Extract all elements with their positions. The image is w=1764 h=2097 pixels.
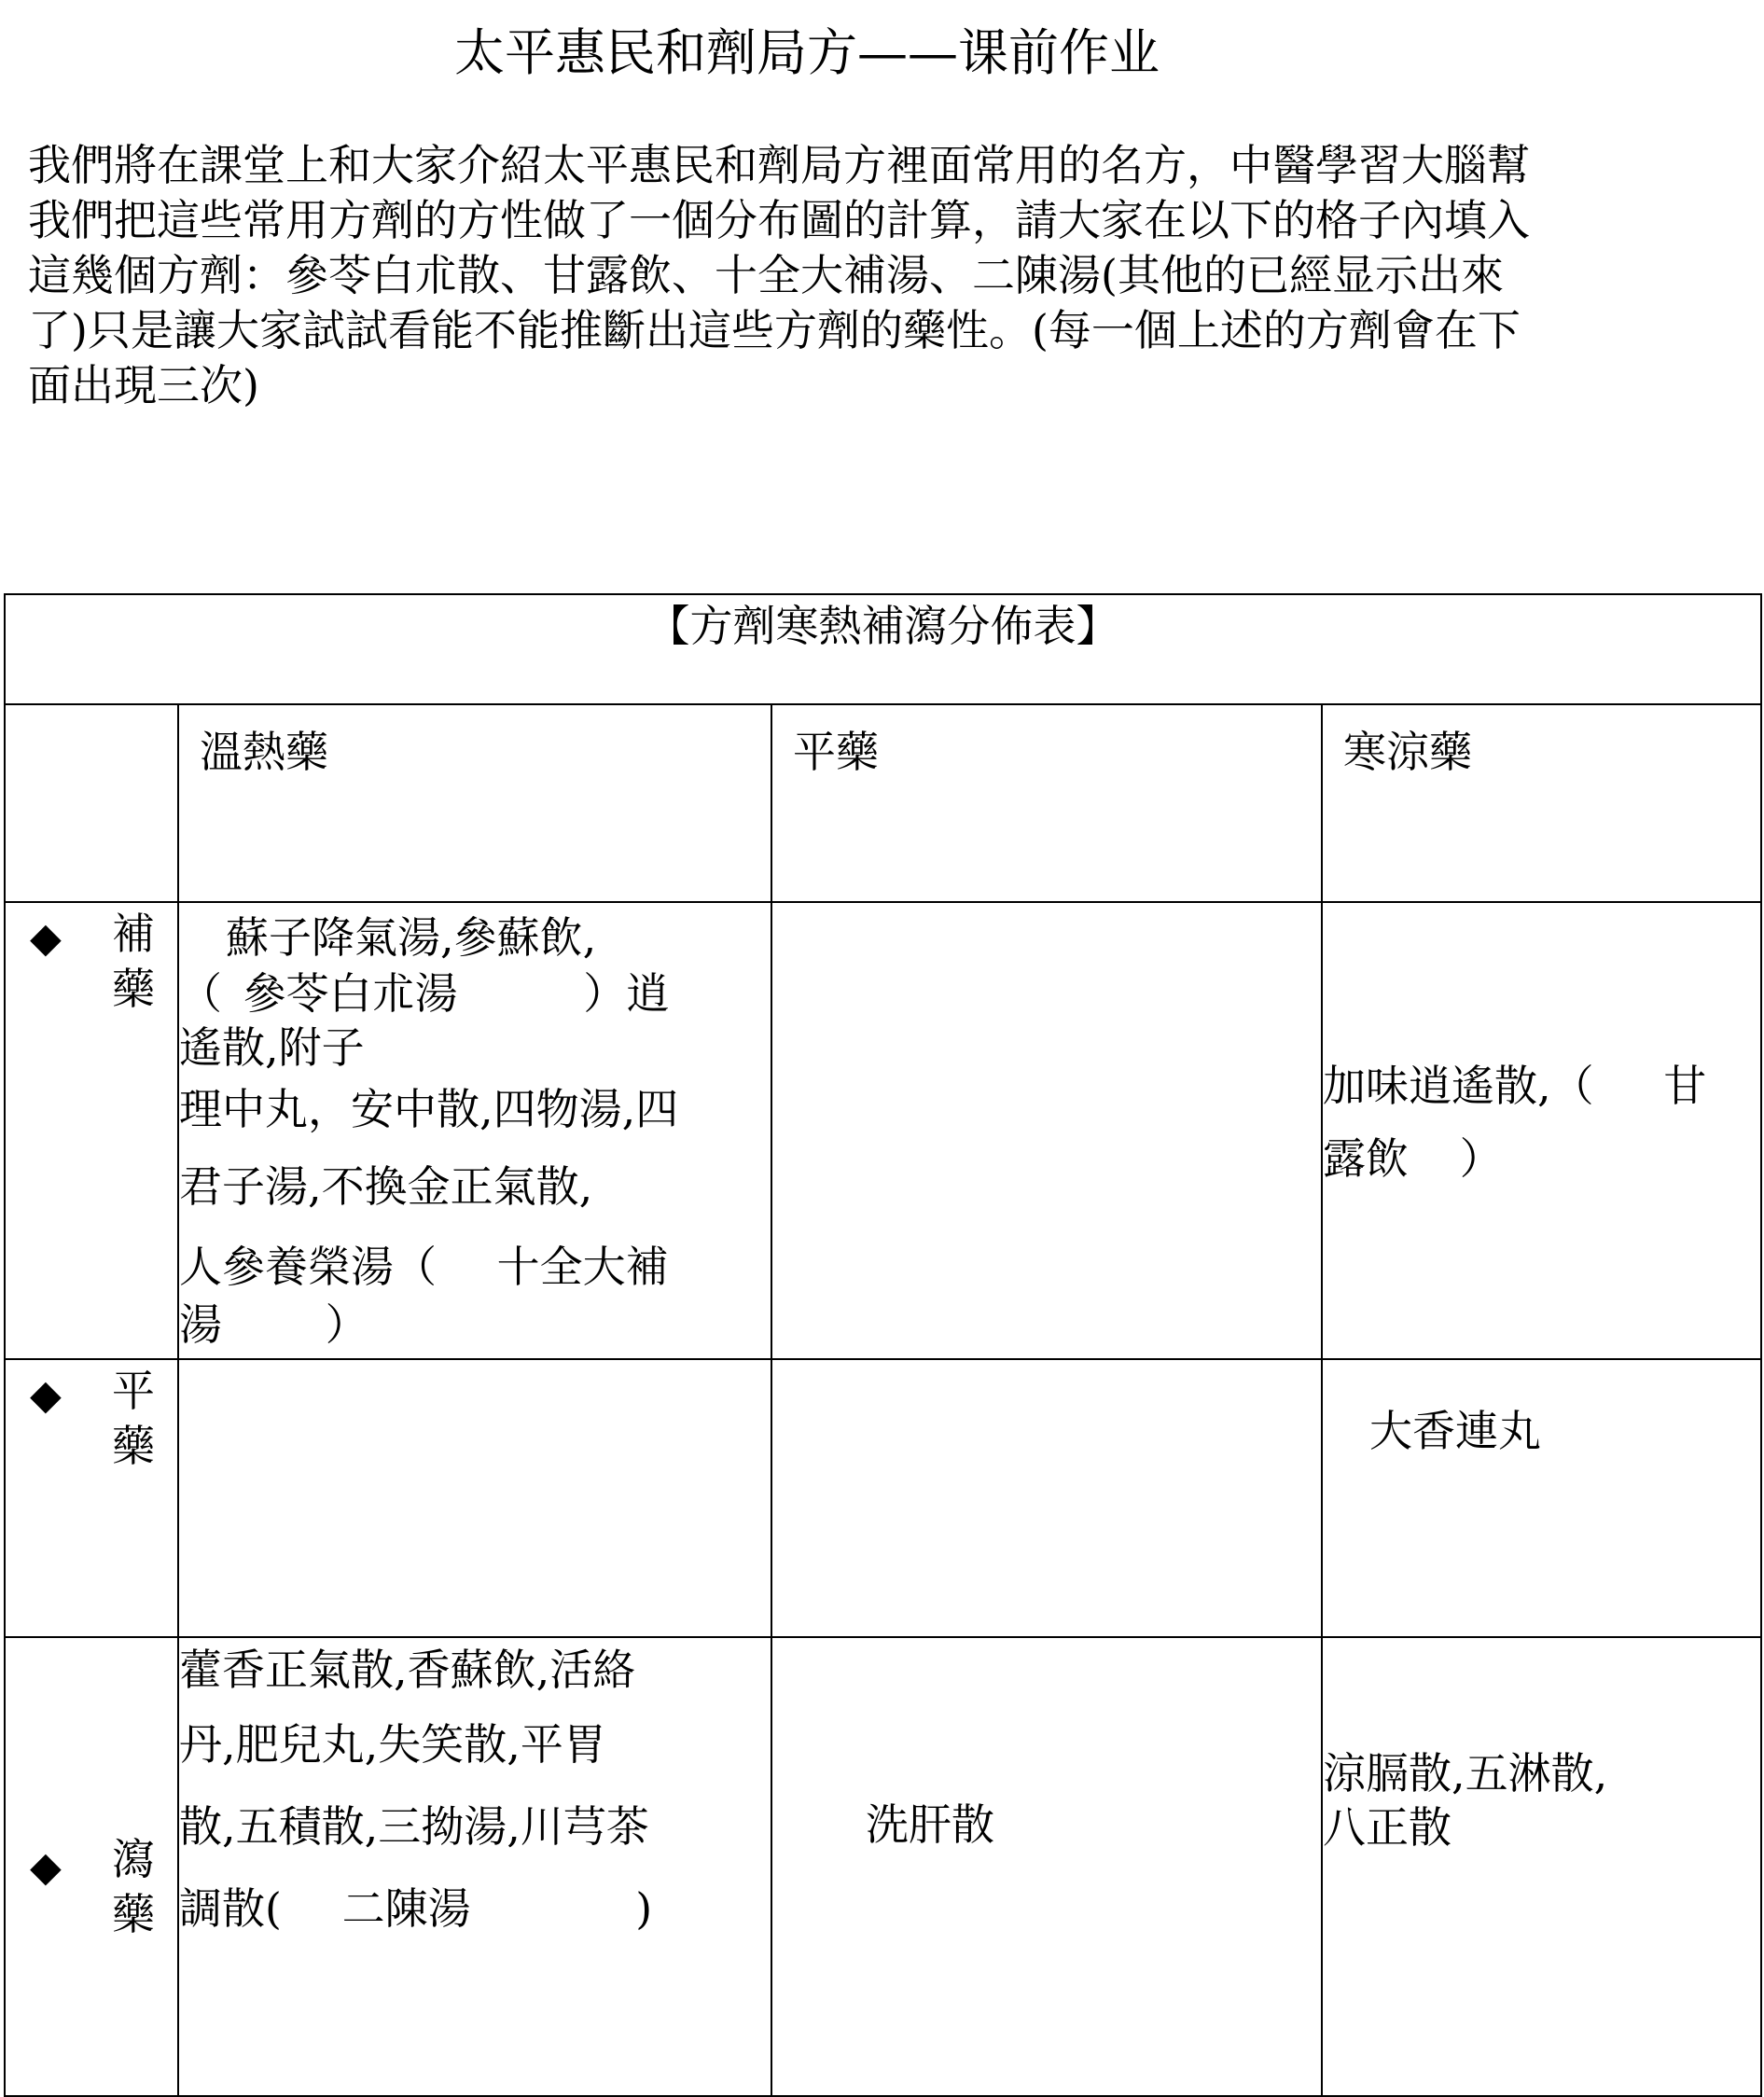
column-header-label: 溫熱藥	[200, 727, 328, 777]
answer-blank: 露飲	[1323, 1133, 1409, 1184]
row-label-purge	[5, 1637, 178, 2096]
row-label-tonic	[5, 902, 178, 1359]
formula-distribution-table	[4, 593, 1762, 2097]
answer-blank: 十全大補	[496, 1242, 669, 1292]
column-header-cold	[1322, 704, 1761, 902]
column-header-label: 寒涼藥	[1343, 727, 1472, 777]
row-label-text: 補藥	[112, 909, 155, 1014]
page-title: 太平惠民和劑局方——课前作业	[454, 23, 1160, 82]
corner-cell	[5, 704, 178, 902]
cell-purge-warm: 藿香正氣散,香蘇飲,活絡 丹,肥兒丸,失笑散,平胃 散,五積散,三拗湯,川芎茶 調散( 二陳湯 )	[178, 1637, 771, 2096]
answer-blank: 二陳湯	[341, 1883, 471, 1934]
cell-purge-neutral: 洗肝散	[771, 1637, 1322, 2096]
cell-neutral-cold: 大香連丸	[1322, 1359, 1761, 1637]
intro-paragraph	[28, 138, 1660, 413]
cell-tonic-warm: 蘇子降氣湯,參蘇飲, （ 參苓白朮湯 ）逍 遙散,附子 理中丸，安中散,四物湯,四 君子湯,不換金正氣散, 人參養榮湯（ 十全大補 湯 ）	[178, 902, 771, 1359]
cell-neutral-warm	[178, 1359, 771, 1637]
diamond-bullet-icon: ◆	[30, 1843, 62, 1891]
cell-tonic-neutral	[771, 902, 1322, 1359]
diamond-bullet-icon: ◆	[30, 914, 62, 962]
cell-tonic-cold: 加味逍遙散,（ 甘 露飲 ）	[1322, 902, 1761, 1359]
row-label-neutral	[5, 1359, 178, 1637]
table-caption: 【方劑寒熱補瀉分佈表】	[5, 594, 1761, 704]
intro-line: 我們將在課堂上和大家介紹太平惠民和劑局方裡面常用的名方，中醫學習大腦幫	[28, 140, 1530, 190]
intro-line: 面出現三次)	[28, 360, 259, 410]
cell-purge-cold: 涼膈散,五淋散, 八正散	[1322, 1637, 1761, 2096]
intro-line: 了)只是讓大家試試看能不能推斷出這些方劑的藥性。(每一個上述的方劑會在下	[28, 305, 1521, 355]
answer-blank: 參苓白朮湯	[243, 968, 458, 1019]
answer-blank: 甘	[1663, 1061, 1707, 1111]
column-header-warm	[178, 704, 771, 902]
intro-line: 我們把這些常用方劑的方性做了一個分布圖的計算，請大家在以下的格子內填入	[28, 195, 1530, 245]
column-header-label: 平藥	[793, 727, 879, 777]
row-label-text: 平藥	[112, 1366, 155, 1471]
diamond-bullet-icon: ◆	[30, 1371, 62, 1419]
column-header-neutral	[771, 704, 1322, 902]
cell-neutral-neutral	[771, 1359, 1322, 1637]
row-label-text: 瀉藥	[112, 1834, 155, 1939]
intro-line: 這幾個方劑：參苓白朮散、甘露飲、十全大補湯、二陳湯(其他的已經显示出來	[28, 250, 1504, 300]
